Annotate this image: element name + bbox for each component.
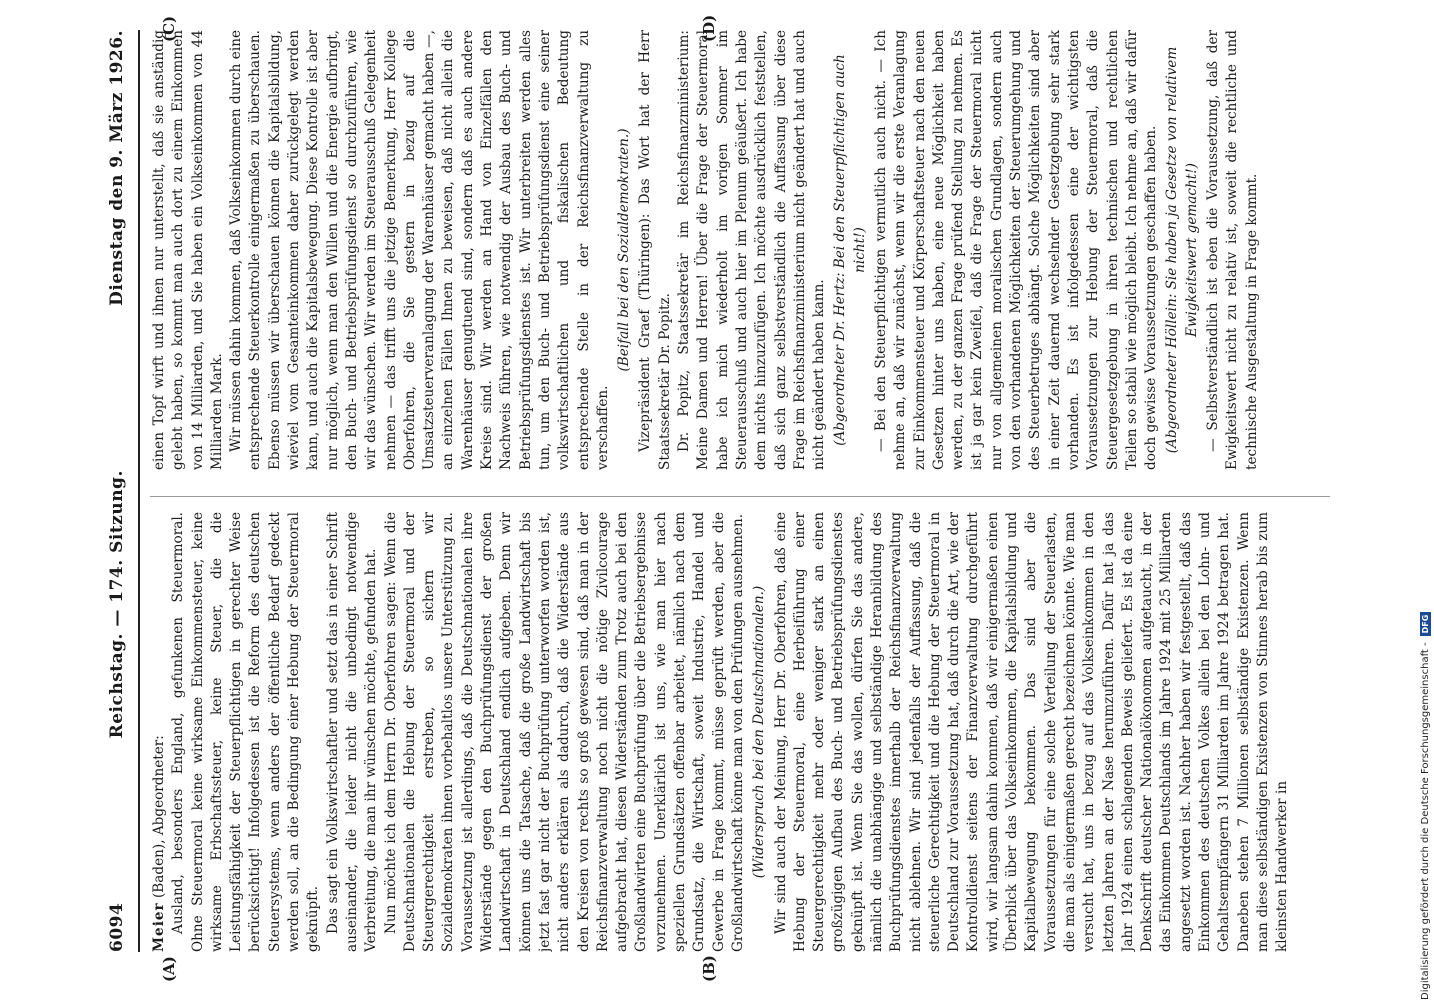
paragraph: Vizepräsident Graef (Thüringen): Das Wort hat der Herr Staatssekretär Dr. Popitz.: [637, 30, 673, 470]
credit-text: Digitalisierung gefördert durch die Deutsche Forschungsgemeinschaft -: [1419, 642, 1431, 1000]
column-divider: [150, 496, 1330, 497]
speaker-note: (Baden), Abgeordneter:: [151, 735, 167, 898]
speaker-line: [150, 512, 169, 952]
digitization-credit: [1417, 20, 1433, 1000]
session-title: Reichstag. — 174. Sitzung.: [107, 470, 127, 739]
paragraph: Dr. Popitz, Staatssekretär im Reichsfinanzministerium: Meine Damen und Herren! Über die Frage der Steuermoral habe ich mich wiederholt im vorigen Sommer im Steuerausschuß und auch hier im Plenum geäußert. Ich habe dem nichts hinzuzufügen. Ich möchte ausdrücklich feststellen, daß sich ganz selbstverständlich die Auffassung über diese Frage im Reichsfinanzministerium nicht geändert hat und auch nicht geändert haben kann.: [676, 30, 828, 470]
margin-marker-b: (B): [700, 955, 718, 982]
margin-marker-d: (D): [700, 14, 718, 42]
interjection: (Widerspruch bei den Deutschnationalen.): [751, 585, 768, 879]
page-number: 6094: [107, 902, 127, 952]
paragraph: — Bei den Steuerpflichtigen vermutlich auch nicht. — Ich nehme an, daß wir zunächst, wenn wir die erste Veranlagung zur Einkommensteuer und Körperschaftsteuer nach den neuen Gesetzen hinter uns haben, eine neue Möglichkeit haben werden, zu der ganzen Frage prüfend Stellung zu nehmen. Es ist ja gar kein Zweifel, daß die Frage der Steuermoral nicht nur von allgemeinen moralischen Grundlagen, sondern auch von den vorhandenen Möglichkeiten der Steuerumgehung und des Steuerbetruges abhängt. Solche Möglichkeiten sind aber in einer Zeit dauernd wechselnder Gesetzgebung sehr stark vorhanden. Es ist infolgedessen eine der wichtigsten Voraussetzungen zur Hebung der Steuermoral, daß die Steuergesetzgebung in ihren technischen und rechtlichen Teilen so stabil wie möglich bleibt. Ich nehme an, daß wir dafür doch gewisse Voraussetzungen geschaffen haben.: [872, 30, 1160, 470]
header-rule: [138, 30, 140, 952]
left-column: [150, 512, 1350, 952]
interjection: (Beifall bei den Sozialdemokraten.): [616, 128, 633, 372]
page-header: [100, 30, 134, 952]
paragraph: Nun möchte ich dem Herrn Dr. Oberfohren sagen: Wenn die Deutschnationalen die Hebung der Steuermoral und der Steuergerechtigkeit erstreben, so sichern wir Sozialdemokraten ihnen vorbehaltlos unsere Unterstützung zu. Voraussetzung ist allerdings, daß die Deutschnationalen ihre Widerstände gegen den Buchprüfungsdienst der großen Landwirtschaft in Deutschland endlich aufgeben. Denn wir können uns die Tatsache, daß die große Landwirtschaft bis jetzt fast gar nicht der Buchprüfung unterworfen worden ist, nicht anders erklären als dadurch, daß die Widerstände aus den Kreisen von rechts so groß gewesen sind, daß man in der Reichsfinanzverwaltung noch nicht die nötige Zivilcourage aufgebracht hat, diesen Widerständen zum Trotz auch bei den Großlandwirten eine Buchprüfung über die Betriebsergebnisse vorzunehmen. Unerklärlich ist uns, wie man hier nach speziellen Grundsätzen offenbar arbeitet, nämlich nach dem Grundsatz, die Wirtschaft, soweit Industrie, Handel und Gewerbe in Frage kommt, müsse geprüft werden, aber die Großlandwirtschaft könne man von den Prüfungen ausnehmen.: [382, 512, 746, 952]
paragraph: Das sagt ein Volkswirtschaftler und setzt das in einer Schrift auseinander, die leider nicht die unbedingt notwendige Verbreitung, die man ihr wünschen möchte, gefunden hat.: [324, 512, 380, 952]
paragraph: — Selbstverständlich ist eben die Voraussetzung, daß der Ewigkeitswert nicht zu relativ ist, soweit die rechtliche und technische Ausgestaltung in Frage kommt.: [1205, 30, 1260, 470]
paragraph: Wir müssen dahin kommen, daß Volkseinkommen durch eine entsprechende Steuerkontrolle einigermaßen zu überschauen. Ebenso müssen wir überschauen können die Kapitalsbildung, wieviel vom Gesamteinkommen daher zurückgelegt werden kann, und auch die Kapitalsbewegung. Diese Kontrolle ist aber nur möglich, wenn man den Willen und die Energie aufbringt, den Buch- und Betriebsprüfungsdienst so durchzuführen, wie wir das wünschen. Wir werden im Steuerausschuß Gelegenheit nehmen — das trifft uns die jetzige Bemerkung, Herr Kollege Oberfohren, die Sie gestern in bezug auf die Umsatzsteuerveranlagung der Warenhäuser gemacht haben —, an einzelnen Fällen Ihnen zu beweisen, daß nicht allein die Warenhäuser genugtuend sind, sondern daß es auch andere Kreise sind. Wir werden an Hand von Einzelfällen den Nachweis führen, wie notwendig der Ausbau des Buch- und Betriebsprüfungsdienstes ist. Wir unterbreiten werden alles tun, um den Buch- und Betriebsprüfungsdienst eine seiner volkswirtschaftlichen und fiskalischen Bedeutung entsprechende Stelle in der Reichsfinanzverwaltung zu verschaffen.: [228, 30, 611, 470]
paragraph: einen Topf wirft und ihnen nur unterstellt, daß sie anständig gelebt haben, so kommt man auch dort zu einem Einkommen von 14 Milliarden, und Sie haben ein Volkseinkommen von 44 Milliarden Mark.: [151, 30, 225, 470]
interjection: (Abgeordneter Dr. Hertz: Bei den Steuerpflichtigen auch nicht!): [832, 54, 868, 446]
margin-marker-c: (C): [160, 15, 178, 42]
session-date: Dienstag den 9. März 1926.: [107, 30, 127, 306]
speaker-name: Meier: [151, 902, 167, 952]
paragraph: Ausland, besonders England, gefunkenen Steuermoral. Ohne Steuermoral keine wirksame Einkommensteuer, keine wirksame Erbschaftssteuer, keine Steuer, die die Leistungsfähigkeit der Steuerpflichtigen in gerechter Weise berücksichtigt! Infolgedessen ist die Reform des deutschen Steuersystems, wenn anders der öffentliche Bedarf gedeckt werden soll, an die Bedingung einer Hebung der Steuermoral geknüpft.: [170, 512, 322, 952]
right-column: [150, 30, 1350, 470]
margin-marker-a: (A): [160, 956, 178, 982]
dfg-logo: DFG: [1420, 612, 1431, 637]
paragraph: Wir sind auch der Meinung, Herr Dr. Oberfohren, daß eine Hebung der Steuermoral, eine Herbeiführung einer Steuergerechtigkeit mehr oder weniger stark an einen großzügigen Aufbau des Buch- und Betriebsprüfungsdienstes geknüpft ist. Wenn Sie das wollen, dürfen Sie das andere, nämlich die unabhängige und selbständige Heranbildung des Buchprüfungsdienstes innerhalb der Reichsfinanzverwaltung nicht ablehnen. Wir sind jedenfalls der Auffassung, daß die steuerliche Gerechtigkeit und die Hebung der Steuermoral in Deutschland zur Voraussetzung hat, daß durch die Art, wie der Kontrolldienst seitens der Finanzverwaltung durchgeführt wird, wir langsam dahin kommen, daß wir einigermaßen einen Überblick über das Volkseinkommen, die Kapitalsbildung und Kapitalbewegung bekommen. Das sind aber die Voraussetzungen für eine solche Verteilung der Steuerlasten, die man als einigermaßen gerecht bezeichnen könnte. Wie man versucht hat, uns in bezug auf das Volkseinkommen in den letzten Jahren an der Nase herumzuführen. Dafür hat ja das Jahr 1924 einen schlagenden Beweis geliefert. Es ist da eine Denkschrift deutscher Nationalökonomen aufgetaucht, in der das Einkommen Deutschlands im Jahre 1924 mit 25 Milliarden angesetzt worden ist. Nachher haben wir festgestellt, daß das Einkommen des deutschen Volkes allein bei den Lohn- und Gehaltsempfängern 31 Milliarden im Jahre 1924 betragen hat. Daneben stehen 7 Millionen selbständige Existenzen. Wenn man diese selbständigen Existenzen von Stinnes herab bis zum kleinsten Handwerker in: [772, 512, 1291, 952]
interjection: (Abgeordneter Höllein: Sie haben ja Gesetze von relativem Ewigkeitswert gemacht!): [1164, 46, 1200, 454]
